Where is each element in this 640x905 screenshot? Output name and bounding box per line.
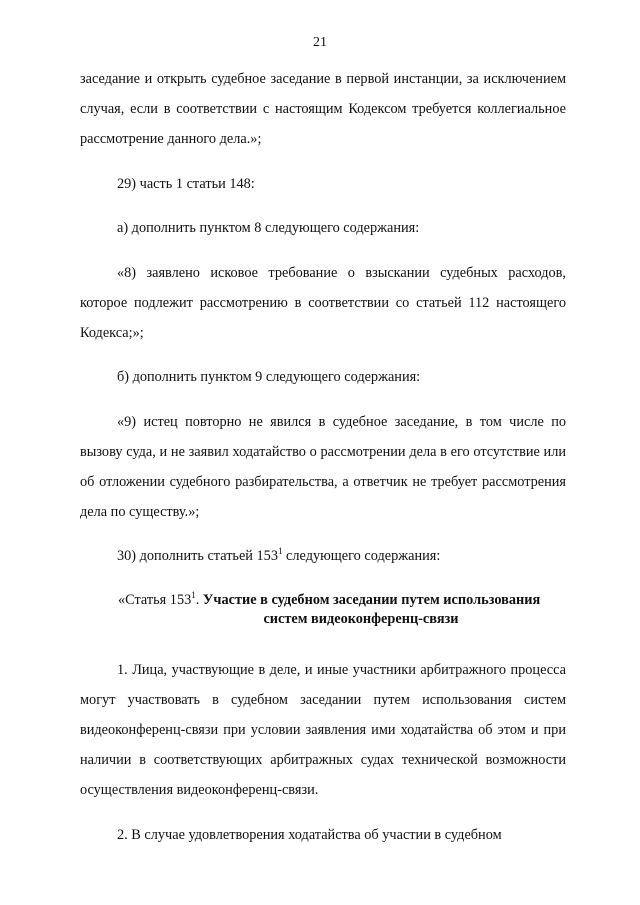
item-30-superscript: 1 xyxy=(277,546,283,557)
page-number: 21 xyxy=(313,35,327,50)
article-superscript: 1 xyxy=(191,590,196,601)
paragraph-subitem-b: б) дополнить пунктом 9 следующего содержания: xyxy=(117,369,421,385)
document-body xyxy=(80,64,566,864)
paragraph-item-29: 29) часть 1 статьи 148: xyxy=(117,175,255,192)
paragraph-continuation: заседание и открыть судебное заседание в первой инстанции, за исключением случая, если в соответствии с настоящим Кодексом требуется коллегиальное рассмотрение данного дела.»; xyxy=(80,71,566,147)
article-heading xyxy=(80,591,566,629)
paragraph-subitem-a: а) дополнить пунктом 8 следующего содержания: xyxy=(117,220,420,236)
paragraph-point-8: «8) заявлено исковое требование о взыскании судебных расходов, которое подлежит рассмотрению в соответствии со статьей 112 настоящего Кодекса;»; xyxy=(80,264,566,341)
paragraph-part-1: 1. Лица, участвующие в деле, и иные участники арбитражного процесса могут участвовать в судебном заседании путем использования систем видеоконференц-связи при условии заявления ими ходатайства об этом и при наличии в соответствующих арбитражных судах технической возможности осуществления видеоконференц-связи. xyxy=(80,662,566,798)
article-title-line2: систем видеоконференц-связи xyxy=(263,611,459,627)
paragraph-point-9: «9) истец повторно не явился в судебное заседание, в том числе по вызову суда, и не заявил ходатайство о рассмотрении дела в его отсутствие или об отложении судебного разбирательства, а ответчик не требует рассмотрения дела по существу.»; xyxy=(80,413,566,520)
article-title-line1: Участие в судебном заседании путем использования xyxy=(202,592,541,608)
item-30-text-before: 30) дополнить статьей 153 xyxy=(117,548,278,564)
article-prefix: «Статья 153 xyxy=(118,592,192,608)
paragraph-part-2: 2. В случае удовлетворения ходатайства об участии в судебном xyxy=(117,826,502,843)
paragraph-item-30 xyxy=(80,541,566,571)
article-dot: . xyxy=(195,592,203,608)
item-30-text-after: следующего содержания: xyxy=(282,548,441,564)
